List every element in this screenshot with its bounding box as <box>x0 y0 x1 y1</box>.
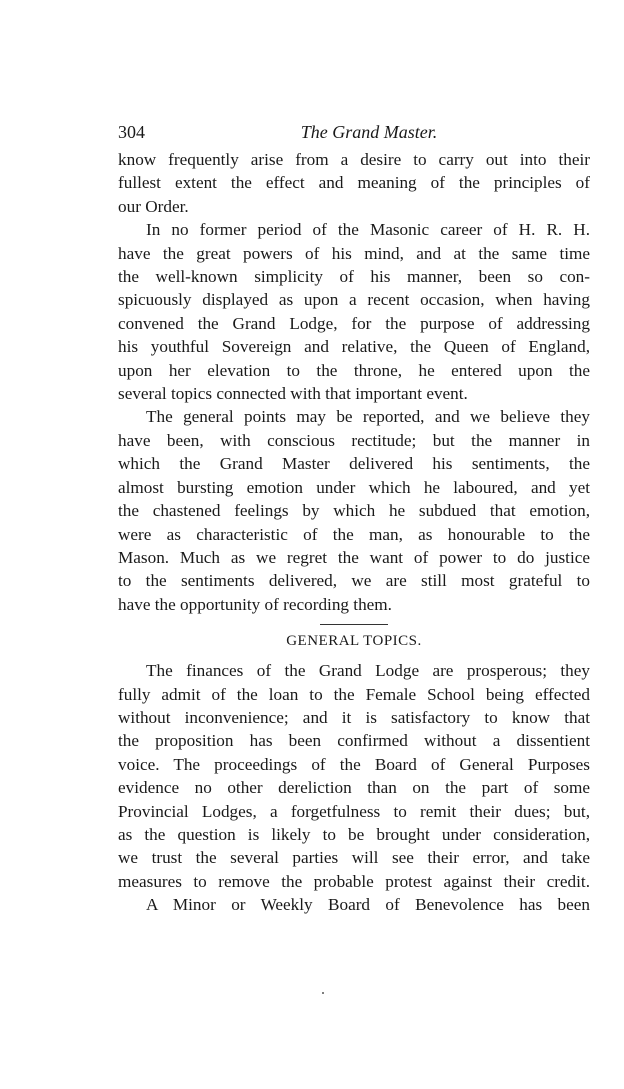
text-line: In no former period of the Masonic career of H. R. H. <box>146 220 590 240</box>
paragraph-4 <box>118 659 590 893</box>
text-line: evidence no other dereliction than on the part of some <box>118 778 590 798</box>
text-line: almost bursting emotion under which he laboured, and yet <box>118 477 590 497</box>
text-line: The general points may be reported, and we believe they <box>146 407 590 427</box>
text-line: measures to remove the probable protest against their credit. <box>118 871 590 891</box>
page-speck <box>322 992 324 994</box>
text-line: have the opportunity of recording them. <box>118 594 392 614</box>
text-line: fullest extent the effect and meaning of the principles of <box>118 173 590 193</box>
page-number: 304 <box>118 122 145 142</box>
paragraph-5 <box>118 893 590 916</box>
text-line: the well-known simplicity of his manner, been so con- <box>118 267 590 287</box>
text-line: to the sentiments delivered, we are still most grateful to <box>118 571 590 591</box>
text-line: have the great powers of his mind, and at the same time <box>118 243 590 263</box>
page-header <box>118 118 590 146</box>
paragraph-2 <box>118 218 590 405</box>
text-line: voice. The proceedings of the Board of General Purposes <box>118 754 590 774</box>
section-divider <box>320 624 388 625</box>
text-line: several topics connected with that important event. <box>118 384 468 404</box>
text-line: convened the Grand Lodge, for the purpose of addressing <box>118 313 590 333</box>
text-line: A Minor or Weekly Board of Benevolence has been <box>146 895 590 915</box>
text-line: upon her elevation to the throne, he entered upon the <box>118 360 590 380</box>
text-line: as the question is likely to be brought under consideration, <box>118 824 590 844</box>
paragraph-1 <box>118 148 590 218</box>
text-line: the proposition has been confirmed without a dissentient <box>118 731 590 751</box>
book-page <box>118 118 590 917</box>
text-line: his youthful Sovereign and relative, the Queen of England, <box>118 337 590 357</box>
text-line: our Order. <box>118 196 189 216</box>
text-line: without inconvenience; and it is satisfactory to know that <box>118 707 590 727</box>
text-line: which the Grand Master delivered his sentiments, the <box>118 454 590 474</box>
body-text <box>118 148 590 917</box>
text-line: fully admit of the loan to the Female School being effected <box>118 684 590 704</box>
text-line: The finances of the Grand Lodge are prosperous; they <box>146 661 590 681</box>
text-line: have been, with conscious rectitude; but the manner in <box>118 430 590 450</box>
text-line: Provincial Lodges, a forgetfulness to remit their dues; but, <box>118 801 590 821</box>
text-line: we trust the several parties will see their error, and take <box>118 848 590 868</box>
paragraph-3 <box>118 405 590 616</box>
text-line: know frequently arise from a desire to carry out into their <box>118 150 590 169</box>
section-heading: GENERAL TOPICS. <box>286 633 422 650</box>
text-line: Mason. Much as we regret the want of power to do justice <box>118 547 590 567</box>
text-line: spicuously displayed as upon a recent occasion, when having <box>118 290 590 310</box>
running-title: The Grand Master. <box>300 122 438 142</box>
text-line: were as characteristic of the man, as honourable to the <box>118 524 590 544</box>
text-line: the chastened feelings by which he subdued that emotion, <box>118 501 590 521</box>
